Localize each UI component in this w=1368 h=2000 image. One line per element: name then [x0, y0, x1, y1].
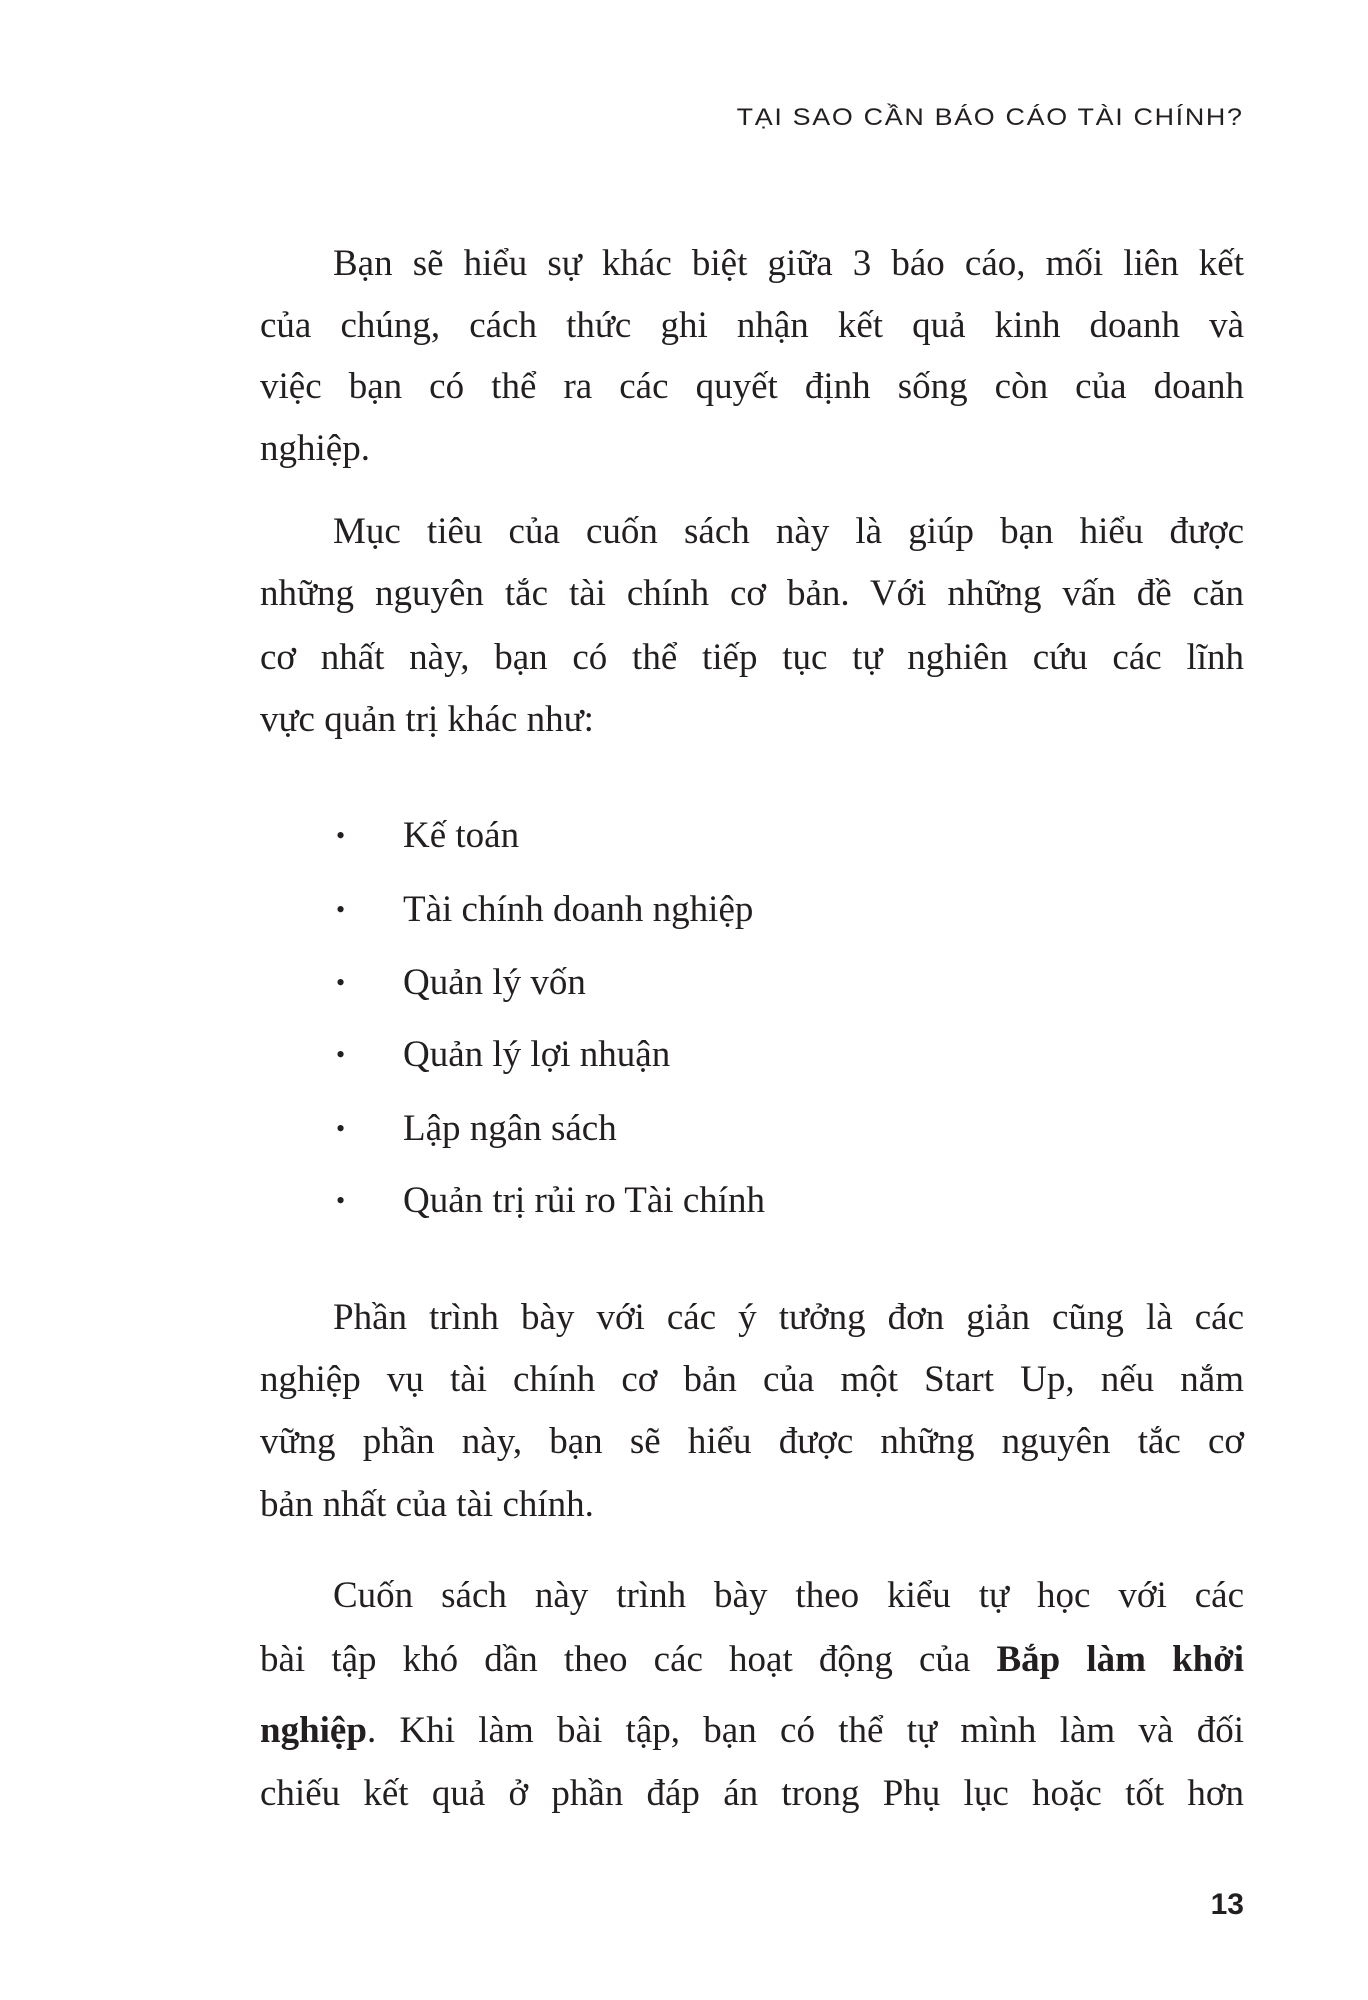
paragraph-line — [260, 1630, 1244, 1690]
bullet-text: Kế toán — [403, 815, 520, 856]
line-text: bài tập khó dần theo các hoạt động của — [260, 1639, 997, 1680]
bullet-text: Tài chính doanh nghiệp — [403, 889, 754, 930]
bullet-text: Lập ngân sách — [403, 1108, 617, 1149]
paragraph-line: của chúng, cách thức ghi nhận kết quả kinh doanh và — [260, 305, 1244, 346]
bullet-text: Quản lý vốn — [403, 962, 586, 1003]
bullet-marker: • — [336, 968, 346, 997]
bullet-marker: • — [336, 1114, 346, 1143]
bullet-marker: • — [336, 1040, 346, 1069]
paragraph-line: những nguyên tắc tài chính cơ bản. Với những vấn đề căn — [260, 573, 1244, 614]
paragraph-line: cơ nhất này, bạn có thể tiếp tục tự nghiên cứu các lĩnh — [260, 637, 1244, 678]
bullet-marker: • — [336, 1186, 346, 1215]
paragraph-line: Mục tiêu của cuốn sách này là giúp bạn hiểu được — [333, 511, 1244, 552]
bold-term: Bắp làm khởi — [996, 1639, 1244, 1680]
paragraph-line: vực quản trị khác như: — [260, 699, 594, 740]
bullet-marker: • — [336, 821, 346, 850]
paragraph-line: nghiệp. — [260, 428, 370, 469]
page-number: 13 — [1210, 1888, 1244, 1921]
paragraph-line: Cuốn sách này trình bày theo kiểu tự học với các — [333, 1575, 1244, 1616]
paragraph-line: vững phần này, bạn sẽ hiểu được những nguyên tắc cơ — [260, 1421, 1244, 1462]
running-header: TẠI SAO CẦN BÁO CÁO TÀI CHÍNH? — [737, 104, 1244, 131]
paragraph-line: chiếu kết quả ở phần đáp án trong Phụ lục hoặc tốt hơn — [260, 1773, 1244, 1814]
bullet-text: Quản lý lợi nhuận — [403, 1034, 671, 1075]
bullet-text: Quản trị rủi ro Tài chính — [403, 1180, 766, 1221]
paragraph-line — [260, 1701, 1244, 1761]
paragraph-line: Phần trình bày với các ý tưởng đơn giản cũng là các — [333, 1297, 1244, 1338]
paragraph-line: việc bạn có thể ra các quyết định sống còn của doanh — [260, 366, 1244, 407]
line-text: . Khi làm bài tập, bạn có thể tự mình làm và đối — [366, 1710, 1244, 1751]
paragraph-line: nghiệp vụ tài chính cơ bản của một Start Up, nếu nắm — [260, 1359, 1244, 1400]
paragraph-line: bản nhất của tài chính. — [260, 1484, 594, 1525]
bold-term: nghiệp — [260, 1710, 367, 1751]
paragraph-line: Bạn sẽ hiểu sự khác biệt giữa 3 báo cáo, mối liên kết — [333, 243, 1244, 284]
bullet-marker: • — [336, 895, 346, 924]
